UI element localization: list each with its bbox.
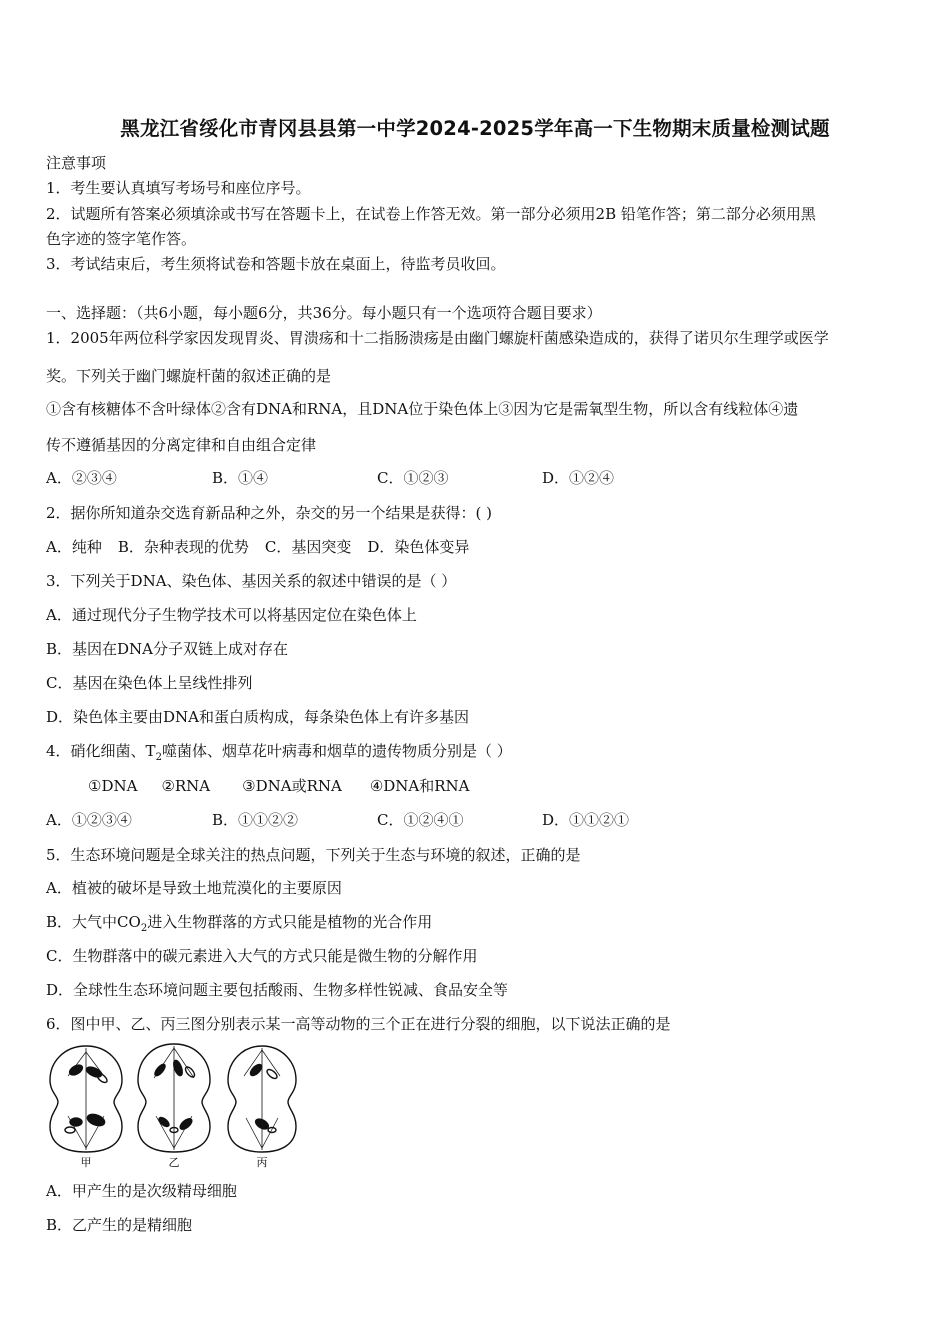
q5-option-b-pre: B．大气中CO bbox=[46, 913, 141, 931]
q1-stem-line4: 传不遵循基因的分离定律和自由组合定律 bbox=[46, 436, 317, 454]
section-heading: 一、选择题：（共6小题，每小题6分，共36分。每小题只有一个选项符合题目要求） bbox=[46, 304, 602, 322]
q5-option-b-post: 进入生物群落的方式只能是植物的光合作用 bbox=[147, 913, 433, 931]
q4-choice-3: ③DNA或RNA bbox=[242, 777, 342, 795]
q1-stem-line2: 奖。下列关于幽门螺旋杆菌的叙述正确的是 bbox=[46, 367, 332, 385]
cell-jia bbox=[50, 1046, 122, 1152]
q4-option-c: C．①②④① bbox=[377, 811, 464, 829]
q1-option-d: D．①②④ bbox=[542, 469, 615, 487]
notice-heading: 注意事项 bbox=[46, 154, 107, 172]
q4-stem-pre: 4．硝化细菌、T bbox=[46, 742, 156, 760]
page-title: 黑龙江省绥化市青冈县县第一中学2024-2025学年高一下生物期末质量检测试题 bbox=[120, 117, 830, 140]
q4-choice-1: ①DNA bbox=[88, 777, 138, 795]
q5-option-b bbox=[46, 911, 432, 934]
q3-option-d: D．染色体主要由DNA和蛋白质构成，每条染色体上有许多基因 bbox=[46, 708, 470, 726]
caption-jia: 甲 bbox=[80, 1156, 92, 1169]
q4-choice-4: ④DNA和RNA bbox=[369, 777, 470, 795]
notice-item-3: 3．考试结束后，考生须将试卷和答题卡放在桌面上，待监考员收回。 bbox=[46, 255, 506, 273]
q1-option-b: B．①④ bbox=[212, 469, 269, 487]
notice-item-1: 1．考生要认真填写考场号和座位序号。 bbox=[46, 179, 311, 197]
q1-stem-line1: 1．2005年两位科学家因发现胃炎、胃溃疡和十二指肠溃疡是由幽门螺旋杆菌感染造成的，获得了诺贝尔生理学或医学 bbox=[46, 329, 829, 347]
q4-options bbox=[46, 809, 629, 830]
q2-options bbox=[46, 536, 469, 557]
q5-option-c: C．生物群落中的碳元素进入大气的方式只能是微生物的分解作用 bbox=[46, 947, 478, 965]
notice-item-2: 2．试题所有答案必须填涂或书写在答题卡上，在试卷上作答无效。第一部分必须用2B 铅笔作答；第二部分必须用黑 bbox=[46, 205, 816, 223]
q5-option-a: A．植被的破坏是导致土地荒漠化的主要原因 bbox=[46, 879, 342, 897]
q4-stem-sub: 2 bbox=[155, 752, 162, 763]
cell-division-figure bbox=[46, 1040, 306, 1170]
q2-option-c: C．基因突变 bbox=[264, 538, 352, 556]
q2-stem: 2．据你所知道杂交选育新品种之外，杂交的另一个结果是获得：( ) bbox=[46, 504, 493, 522]
q2-option-d: D．染色体变异 bbox=[367, 538, 470, 556]
q4-option-d: D．①①②① bbox=[542, 811, 630, 829]
cell-diagram-svg bbox=[46, 1040, 306, 1170]
q5-option-d: D．全球性生态环境问题主要包括酸雨、生物多样性锐减、食品安全等 bbox=[46, 981, 509, 999]
q3-option-a: A．通过现代分子生物学技术可以将基因定位在染色体上 bbox=[46, 606, 417, 624]
q3-option-b: B．基因在DNA分子双链上成对存在 bbox=[46, 640, 289, 658]
q3-stem: 3．下列关于DNA、染色体、基因关系的叙述中错误的是（ ） bbox=[46, 572, 457, 590]
q3-option-c: C．基因在染色体上呈线性排列 bbox=[46, 674, 253, 692]
q2-option-b: B．杂种表现的优势 bbox=[117, 538, 249, 556]
q1-option-a: A．②③④ bbox=[46, 469, 117, 487]
q6-option-b: B．乙产生的是精细胞 bbox=[46, 1216, 193, 1234]
q2-option-a: A．纯种 bbox=[46, 538, 102, 556]
q4-stem-post: 噬菌体、烟草花叶病毒和烟草的遗传物质分别是（ ） bbox=[161, 742, 512, 760]
caption-bing: 丙 bbox=[256, 1156, 268, 1169]
notice-item-2-cont: 色字迹的签字笔作答。 bbox=[46, 230, 197, 248]
q1-option-c: C．①②③ bbox=[377, 469, 449, 487]
cell-bing bbox=[228, 1046, 296, 1152]
q6-option-a: A．甲产生的是次级精母细胞 bbox=[46, 1182, 237, 1200]
q1-options bbox=[46, 467, 614, 488]
cell-yi bbox=[138, 1044, 210, 1152]
caption-yi: 乙 bbox=[168, 1156, 180, 1169]
q4-choice-2: ②RNA bbox=[161, 777, 211, 795]
q6-stem: 6．图中甲、乙、丙三图分别表示某一高等动物的三个正在进行分裂的细胞，以下说法正确的是 bbox=[46, 1015, 671, 1033]
q4-option-a: A．①②③④ bbox=[46, 811, 132, 829]
q4-choices bbox=[88, 775, 470, 796]
q5-stem: 5．生态环境问题是全球关注的热点问题，下列关于生态与环境的叙述，正确的是 bbox=[46, 846, 581, 864]
q1-stem-line3: ①含有核糖体不含叶绿体②含有DNA和RNA，且DNA位于染色体上③因为它是需氧型生物，所以含有线粒体④遗 bbox=[46, 400, 799, 418]
q5-option-b-sub: 2 bbox=[140, 923, 148, 934]
q4-option-b: B．①①②② bbox=[212, 811, 299, 829]
q4-stem bbox=[46, 740, 512, 763]
